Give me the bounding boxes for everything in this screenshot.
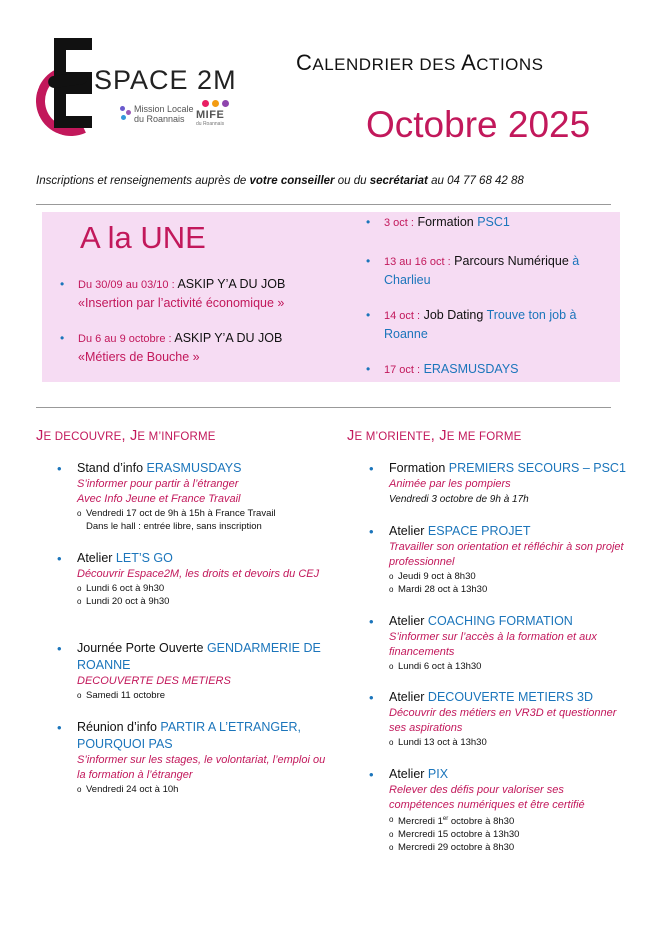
event-dates xyxy=(77,582,327,608)
event-date-line: Vendredi 3 octobre de 9h à 17h xyxy=(389,494,529,505)
inscription-pre: Inscriptions et renseignements auprès de xyxy=(36,175,250,187)
une-item-parcours-numerique xyxy=(384,252,614,289)
divider-middle xyxy=(36,407,611,408)
mission-locale-line1: Mission Locale xyxy=(134,104,194,114)
event-accent: PARTIR A L’ETRANGER, POURQUOI PAS xyxy=(77,720,301,751)
event-date: o Mardi 28 oct à 13h30 xyxy=(389,583,629,596)
inscription-conseiller: votre conseiller xyxy=(249,175,335,187)
logo-2m-word: 2M xyxy=(197,65,237,95)
event-description: Travailler son orientation et réfléchir à son projet professionnel xyxy=(389,541,624,568)
event-description: S’informer pour partir à l’étranger xyxy=(77,478,239,490)
une-date: 3 oct : xyxy=(384,217,414,229)
event-kind: Journée Porte Ouverte xyxy=(77,641,204,655)
event-date: o Mercredi 29 octobre à 8h30 xyxy=(389,841,629,854)
mife-dots-icon xyxy=(202,100,240,107)
event-dates xyxy=(77,783,327,796)
event-stand-erasmusdays xyxy=(77,460,327,533)
espace-2m-logo xyxy=(36,38,256,138)
une-date: 14 oct : xyxy=(384,310,421,322)
event-accent: GENDARMERIE DE ROANNE xyxy=(77,641,321,672)
event-formation-psc1 xyxy=(389,460,629,507)
event-date: o Jeudi 9 oct à 8h30 xyxy=(389,570,629,583)
event-description: Relever des défis pour valoriser ses compétences numériques et être certifié xyxy=(389,784,585,811)
logo-text xyxy=(94,65,237,96)
event-dates xyxy=(389,813,629,854)
une-accent: à Charlieu xyxy=(384,254,580,287)
une-name: ASKIP Y’A DU JOB xyxy=(174,331,283,345)
heading-initial: J xyxy=(347,428,355,444)
mife-text: MIFE xyxy=(196,109,225,121)
date-ordinal: er xyxy=(442,816,449,822)
heading-part2: E M’INFORME xyxy=(137,431,216,443)
une-date: 13 au 16 oct : xyxy=(384,256,451,268)
event-description: Découvrir des métiers en VR3D et questionner ses aspirations xyxy=(389,707,617,734)
une-item-askip-iae xyxy=(78,275,318,312)
event-description-2: Avec Info Jeune et France Travail xyxy=(77,493,241,505)
event-title xyxy=(389,460,629,477)
mission-locale-logo xyxy=(134,104,194,124)
une-accent: Trouve ton job à Roanne xyxy=(384,308,577,341)
event-accent: COACHING FORMATION xyxy=(427,614,573,628)
mission-locale-dots-icon xyxy=(120,106,132,124)
month-title: Octobre 2025 xyxy=(366,104,591,145)
right-column-heading xyxy=(347,428,522,444)
heading-sep: , J xyxy=(430,428,447,444)
event-atelier-metiers-3d xyxy=(389,689,629,749)
event-date: o Vendredi 24 oct à 10h xyxy=(77,783,327,796)
event-jpo-gendarmerie xyxy=(77,640,327,702)
mife-subtext: du Roannais xyxy=(196,121,225,127)
event-kind: Formation xyxy=(389,461,446,475)
une-name: ASKIP Y’A DU JOB xyxy=(177,277,286,291)
event-date: o Mercredi 15 octobre à 13h30 xyxy=(389,828,629,841)
event-title xyxy=(389,613,629,630)
une-item-erasmusdays xyxy=(384,360,614,379)
event-description: S’informer sur l’accès à la formation et aux financements xyxy=(389,631,597,658)
event-extra-info: Dans le hall : entrée libre, sans inscription xyxy=(86,521,262,532)
event-kind: Atelier xyxy=(389,524,425,538)
title-part1: ALENDRIER DES xyxy=(312,55,462,74)
logo-space-word: SPACE xyxy=(94,65,189,95)
mission-locale-line2: du Roannais xyxy=(134,114,185,124)
a-la-une-title: A la UNE xyxy=(80,220,206,255)
heading-part2: E ME FORME xyxy=(446,431,522,443)
event-kind: Atelier xyxy=(389,767,425,781)
event-atelier-pix xyxy=(389,766,629,854)
date-part: octobre à 8h30 xyxy=(448,816,515,828)
event-accent: PREMIERS SECOURS – PSC1 xyxy=(448,461,626,475)
event-atelier-espace-projet xyxy=(389,523,629,596)
event-atelier-coaching xyxy=(389,613,629,673)
event-kind: Réunion d’info xyxy=(77,720,157,734)
event-kind: Atelier xyxy=(77,551,113,565)
heading-part1: E M’ORIENTE xyxy=(354,431,431,443)
une-date: 17 oct : xyxy=(384,364,421,376)
event-accent: LET’S GO xyxy=(115,551,173,565)
event-description: S’informer sur les stages, le volontariat, l’emploi ou la formation à l’étranger xyxy=(77,754,326,781)
title-initial-a: A xyxy=(461,50,477,75)
event-description: DECOUVERTE DES METIERS xyxy=(77,675,231,687)
date-part: Mercredi 1 xyxy=(398,816,443,828)
event-accent: ESPACE PROJET xyxy=(427,524,531,538)
event-accent: DECOUVERTE METIERS 3D xyxy=(427,690,593,704)
title-initial-c: C xyxy=(296,50,313,75)
event-date: o Lundi 13 oct à 13h30 xyxy=(389,736,629,749)
event-kind: Atelier xyxy=(389,614,425,628)
event-dates xyxy=(389,660,629,673)
left-column-heading xyxy=(36,428,216,444)
event-dates xyxy=(389,736,629,749)
event-accent: PIX xyxy=(427,767,449,781)
une-item-job-dating xyxy=(384,306,614,343)
inscription-secretariat: secrétariat xyxy=(369,175,428,187)
event-atelier-lets-go xyxy=(77,550,327,608)
event-description: Découvrir Espace2M, les droits et devoirs du CEJ xyxy=(77,568,320,580)
event-reunion-etranger xyxy=(77,719,327,796)
event-kind: Atelier xyxy=(389,690,425,704)
event-date xyxy=(389,813,629,828)
page-title xyxy=(296,50,544,76)
event-title xyxy=(77,640,327,674)
une-theme: «Métiers de Bouche » xyxy=(78,350,200,364)
une-theme: «Insertion par l’activité économique » xyxy=(78,296,285,310)
event-dates xyxy=(77,689,327,702)
une-name: Parcours Numérique xyxy=(454,254,569,268)
event-date: o Lundi 20 oct à 9h30 xyxy=(77,595,327,608)
heading-initial: J xyxy=(36,428,44,444)
event-accent: ERASMUSDAYS xyxy=(146,461,242,475)
inscription-mid: ou du xyxy=(334,175,370,187)
event-date: o Samedi 11 octobre xyxy=(77,689,327,702)
event-description: Animée par les pompiers xyxy=(389,478,511,490)
event-date: o Lundi 6 oct à 13h30 xyxy=(389,660,629,673)
event-title xyxy=(389,523,629,540)
inscription-phone: au 04 77 68 42 88 xyxy=(427,175,524,187)
event-title xyxy=(77,460,327,477)
event-title xyxy=(389,766,629,783)
event-date: o Vendredi 17 oct de 9h à 15h à France Travail xyxy=(77,507,327,520)
une-date: Du 6 au 9 octobre : xyxy=(78,333,172,345)
event-title xyxy=(389,689,629,706)
mife-logo xyxy=(196,100,240,136)
une-name: Formation xyxy=(417,215,474,229)
une-accent: ERASMUSDAYS xyxy=(423,362,519,376)
event-title xyxy=(77,719,327,753)
event-dates xyxy=(389,570,629,596)
divider-top xyxy=(36,204,611,205)
une-item-askip-bouche xyxy=(78,329,318,366)
une-date: Du 30/09 au 03/10 : xyxy=(78,279,175,291)
une-accent: PSC1 xyxy=(477,215,510,229)
une-name: Job Dating xyxy=(423,308,484,322)
title-part2: CTIONS xyxy=(476,55,544,74)
event-kind: Stand d’info xyxy=(77,461,144,475)
event-dates xyxy=(77,507,327,520)
une-item-psc1 xyxy=(384,213,614,232)
heading-part1: E DECOUVRE xyxy=(43,431,122,443)
event-title xyxy=(77,550,327,567)
event-date: o Lundi 6 oct à 9h30 xyxy=(77,582,327,595)
heading-sep: , J xyxy=(121,428,138,444)
inscription-line xyxy=(36,175,524,187)
